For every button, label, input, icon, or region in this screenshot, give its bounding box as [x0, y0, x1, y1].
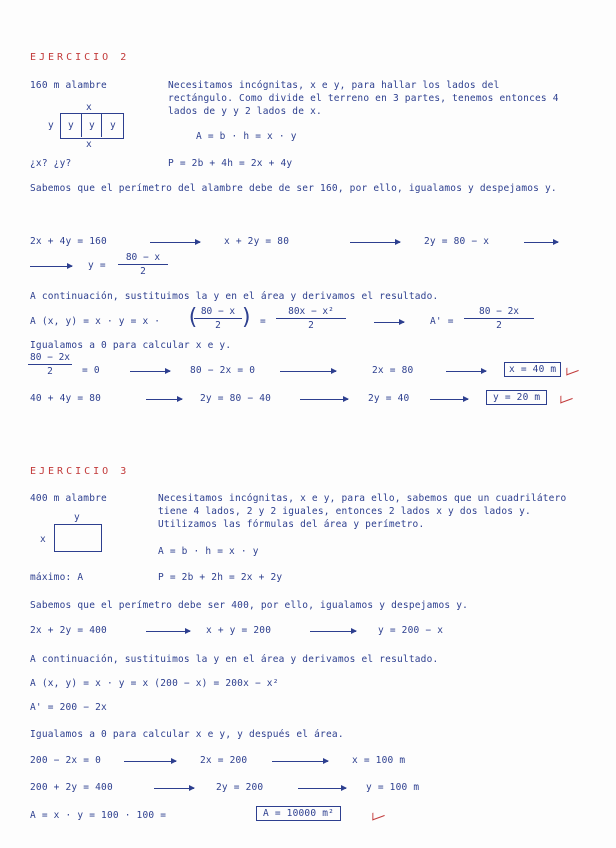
- ex2-fig-divider: [81, 113, 82, 137]
- arrow-icon: [524, 242, 558, 243]
- ex2-fig-x-bottom: x: [86, 139, 92, 150]
- ex2-eq1-frac: [118, 252, 168, 277]
- ex3-eq4-b: 2y = 200: [216, 782, 264, 793]
- ex2-result-x: x = 40 m: [504, 362, 561, 377]
- ex2-result-y: y = 20 m: [486, 390, 547, 405]
- arrow-icon: [280, 371, 336, 372]
- ex2-intro: Necesitamos incógnitas, x e y, para hallar los lados del rectángulo. Como divide el terreno en 3 partes, tenemos entonces 4 lados de y y 2 lados de x.: [168, 80, 559, 117]
- ex2-eq2-c: [464, 306, 534, 331]
- fraction-numerator: 80 − x: [200, 306, 236, 317]
- arrow-icon: [374, 322, 404, 323]
- arrow-icon: [150, 242, 200, 243]
- ex3-eq4-c: y = 100 m: [366, 782, 420, 793]
- ex2-eq1-c: 2y = 80 − x: [424, 236, 490, 247]
- fraction-bar: [276, 318, 346, 319]
- ex3-area: A = b · h = x · y: [158, 546, 259, 557]
- fraction-denominator: 2: [215, 320, 221, 331]
- right-paren: ): [240, 305, 254, 330]
- ex3-fig-rect: [54, 524, 102, 552]
- ex3-given: 400 m alambre: [30, 493, 107, 504]
- checkmark-icon: [372, 809, 384, 821]
- arrow-icon: [350, 242, 400, 243]
- fraction-bar: [464, 318, 534, 319]
- ex2-eq3-b: 80 − 2x = 0: [190, 365, 256, 376]
- ex3-intro: Necesitamos incógnitas, x e y, para ello, sabemos que un cuadrilátero tiene 4 lados, 2 y 2 iguales, entonces 2 lados x y dos lados y. Utilizamos las fórmulas del área y perímetro.: [158, 493, 567, 530]
- fraction-numerator: 80 − 2x: [478, 306, 520, 317]
- ex2-sentence: Sabemos que el perímetro del alambre debe de ser 160, por ello, igualamos y despejamos y.: [30, 183, 557, 194]
- ex2-area: A = b · h = x · y: [196, 131, 297, 142]
- arrow-icon: [298, 788, 346, 789]
- ex2-eq3-a: = 0: [82, 365, 100, 376]
- fraction-bar: [194, 318, 242, 319]
- ex2-eq1-b: x + 2y = 80: [224, 236, 290, 247]
- ex3-eq4-a: 200 + 2y = 400: [30, 782, 113, 793]
- ex3-fig-x: x: [40, 534, 46, 545]
- arrow-icon: [154, 788, 194, 789]
- fraction-bar: [28, 364, 72, 365]
- fraction-denominator: 2: [47, 366, 53, 377]
- checkmark-icon: [566, 364, 578, 376]
- fraction-denominator: 2: [308, 320, 314, 331]
- ex2-eq2-eq: =: [260, 316, 266, 327]
- ex3-eq2-a: A (x, y) = x · y = x (200 − x) = 200x − x²: [30, 678, 279, 689]
- ex2-eq2-prime: A' =: [430, 316, 454, 327]
- ex3-result-area: A = 10000 m²: [256, 806, 341, 821]
- ex2-eq1-y: y =: [88, 260, 106, 271]
- ex3-eq2-prime: A' = 200 − 2x: [30, 702, 107, 713]
- ex2-eq1-a: 2x + 4y = 160: [30, 236, 107, 247]
- ex2-fig-y1: y: [68, 120, 74, 131]
- ex3-eq1-b: x + y = 200: [206, 625, 272, 636]
- ex2-eq4-a: 40 + 4y = 80: [30, 393, 102, 404]
- ex2-eq3-frac: [28, 352, 72, 377]
- ex3-maxim: máximo: A: [30, 572, 84, 583]
- ex2-fig-x-top: x: [86, 102, 92, 113]
- ex3-eq5-a: A = x · y = 100 · 100 =: [30, 810, 167, 821]
- arrow-icon: [146, 631, 190, 632]
- ex2-fig-divider: [101, 113, 102, 137]
- ex3-eq1-a: 2x + 2y = 400: [30, 625, 107, 636]
- arrow-icon: [310, 631, 356, 632]
- arrow-icon: [430, 399, 468, 400]
- ex3-eq3-c: x = 100 m: [352, 755, 406, 766]
- arrow-icon: [130, 371, 170, 372]
- ex2-fig-y-left: y: [48, 120, 54, 131]
- arrow-icon: [272, 761, 328, 762]
- ex3-sentence2: A continuación, sustituimos la y en el área y derivamos el resultado.: [30, 654, 439, 665]
- ex2-perimeter: P = 2b + 4h = 2x + 4y: [168, 158, 293, 169]
- checkmark-icon: [560, 392, 572, 404]
- fraction-bar: [118, 264, 168, 265]
- ex2-eq2-a: A (x, y) = x · y = x ·: [30, 316, 161, 327]
- ex2-eq2-frac: [194, 306, 242, 331]
- fraction-numerator: 80 − x: [125, 252, 161, 263]
- fraction-denominator: 2: [140, 266, 146, 277]
- fraction-numerator: 80 − 2x: [29, 352, 71, 363]
- arrow-icon: [146, 399, 182, 400]
- ex2-fig-y3: y: [110, 120, 116, 131]
- ex3-sentence3: Igualamos a 0 para calcular x e y, y después el área.: [30, 729, 344, 740]
- left-paren: (: [186, 305, 200, 330]
- arrow-icon: [446, 371, 486, 372]
- ex2-sentence3: Igualamos a 0 para calcular x e y.: [30, 340, 232, 351]
- ex3-eq3-b: 2x = 200: [200, 755, 248, 766]
- ex3-perimeter: P = 2b + 2h = 2x + 2y: [158, 572, 283, 583]
- ex2-fig-y2: y: [89, 120, 95, 131]
- ex2-eq4-c: 2y = 40: [368, 393, 410, 404]
- ex2-eq4-b: 2y = 80 − 40: [200, 393, 272, 404]
- arrow-icon: [30, 266, 72, 267]
- ex2-question: ¿x? ¿y?: [30, 158, 72, 169]
- ex2-title: EJERCICIO 2: [30, 52, 130, 63]
- arrow-icon: [124, 761, 176, 762]
- fraction-denominator: 2: [496, 320, 502, 331]
- ex3-eq3-a: 200 − 2x = 0: [30, 755, 102, 766]
- fraction-numerator: 80x − x²: [288, 306, 334, 317]
- ex2-eq3-c: 2x = 80: [372, 365, 414, 376]
- ex3-eq1-c: y = 200 − x: [378, 625, 444, 636]
- ex3-title: EJERCICIO 3: [30, 466, 130, 477]
- ex2-eq2-b: [276, 306, 346, 331]
- ex3-sentence: Sabemos que el perímetro debe ser 400, por ello, igualamos y despejamos y.: [30, 600, 469, 611]
- arrow-icon: [300, 399, 348, 400]
- ex2-given: 160 m alambre: [30, 80, 107, 91]
- ex2-sentence2: A continuación, sustituimos la y en el área y derivamos el resultado.: [30, 291, 439, 302]
- ex3-fig-y: y: [74, 512, 80, 523]
